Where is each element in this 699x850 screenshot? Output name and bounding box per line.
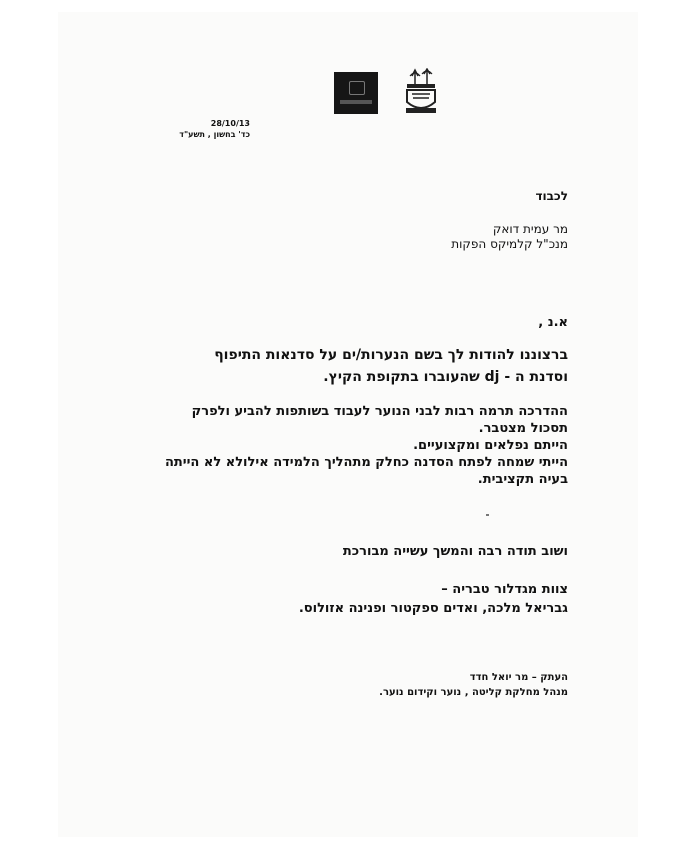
cc-block xyxy=(379,670,568,700)
recipient-title: מנכ"ל קלמיקס הפקות xyxy=(451,237,568,251)
body-paragraph-1 xyxy=(214,344,568,388)
date-gregorian: 28/10/13 xyxy=(210,119,250,128)
logo-mark-icon xyxy=(349,81,365,95)
logo-caption xyxy=(340,100,372,104)
cc-line: העתק – מר יואל חדד xyxy=(469,672,568,683)
body-line: בעיה תקציבית. xyxy=(477,472,568,487)
closing-thanks: ושוב תודה רבה והמשך עשייה מבורכת xyxy=(342,544,568,559)
team-line: גבריאל מלכה, ואדים ספקטור ופנינה אזולוס. xyxy=(298,601,568,616)
scan-speck xyxy=(486,514,489,516)
municipal-seal-icon xyxy=(404,68,438,116)
salutation: א.נ , xyxy=(538,315,568,330)
team-line: צוות מגדלור טבריה – xyxy=(441,582,568,597)
recipient-name: מר עמית דואק xyxy=(492,222,568,236)
body-line: תסכול מצטבר. xyxy=(478,421,568,436)
body-line: הייתי שמחה לפתח הסדנה כחלק מתהליך הלמידה אילולא לא הייתה xyxy=(164,455,568,470)
letter-date xyxy=(150,118,250,140)
date-hebrew: כד' בחשון , תשע"ד xyxy=(179,130,250,139)
signature-team xyxy=(299,580,568,618)
body-line: וסדנת ה - dj שהעוברו בתקופת הקיץ. xyxy=(323,369,568,385)
to-label: לכבוד xyxy=(535,189,568,203)
body-paragraph-2 xyxy=(165,403,568,488)
body-line: ההדרכה תרמה רבות לבני הנוער לעבוד בשותפות להביע ולפרק xyxy=(191,404,568,419)
organization-logo xyxy=(334,72,378,114)
body-line: ברצוננו להודות לך בשם הנערות/ים על סדנאות התיפוף xyxy=(214,347,568,363)
body-line: הייתם נפלאים ומקצועיים. xyxy=(413,438,568,453)
cc-line: מנהל מחלקת קליטה , נוער וקידום נוער. xyxy=(379,687,568,698)
